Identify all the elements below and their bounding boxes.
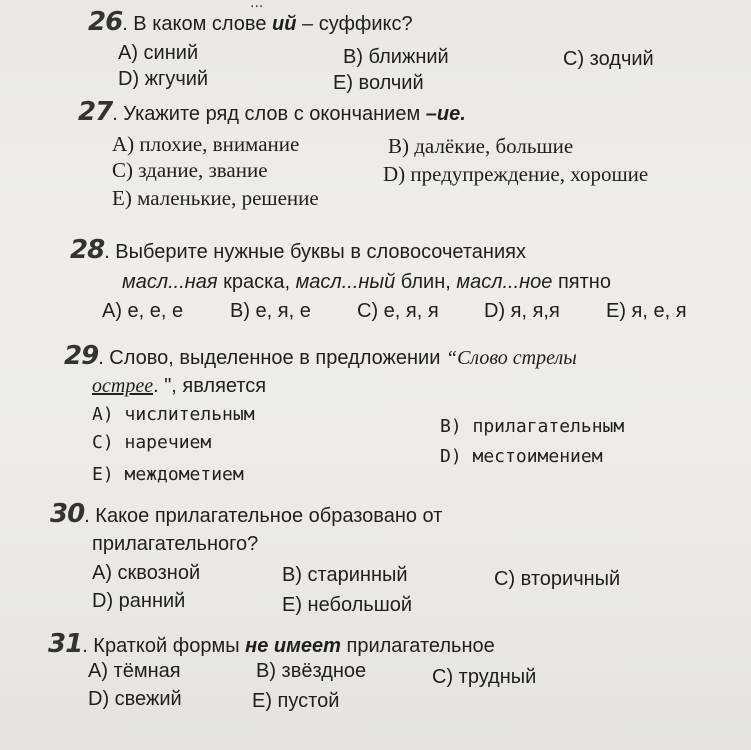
option-e: E) я, е, я [606,300,687,322]
stem-text: . Краткой формы [82,635,246,657]
stem-emphasis: не имеет [245,635,341,657]
question-29-stem [64,341,577,371]
stem-text: прилагательное [340,635,495,657]
option-d: D) жгучий [118,68,209,90]
phrase-text: блин, [395,271,457,293]
option-e: E) пустой [252,690,340,712]
stem-text: – суффикс? [296,13,413,35]
phrase-word: масл...ное [456,271,553,293]
option-b: B) старинный [282,564,408,586]
stem-text: . Выберите нужные буквы в словосочетаниях [104,241,526,263]
option-c: C) е, я, я [357,300,439,322]
question-number: 27 [78,97,113,127]
stem-emphasis: ий [272,13,297,35]
option-b: B) ближний [343,46,449,68]
option-d: D) ранний [92,590,186,612]
option-e: E) волчий [333,72,424,94]
option-a: A) сквозной [92,562,201,584]
stem-text: . ", является [153,375,267,397]
option-a: A) е, е, е [102,300,184,322]
question-26-stem [88,7,413,37]
option-c: C) трудный [432,666,537,688]
option-b: B) е, я, е [230,300,311,322]
option-a: A) синий [118,42,199,64]
option-a: A) числительным [92,404,255,425]
question-30-stem-line2: прилагательного? [92,533,259,555]
question-number: 30 [50,499,85,529]
option-b: B) звёздное [256,660,367,682]
option-c: C) вторичный [494,568,621,590]
option-c: C) зодчий [563,48,654,70]
option-a: A) плохие, внимание [112,132,300,156]
question-27-stem [78,97,466,127]
option-b: B) прилагательным [440,416,625,437]
option-a: A) тёмная [88,660,181,682]
question-number: 31 [48,629,83,659]
phrase-text: краска, [217,271,296,293]
cut-off-text: ... [250,0,264,11]
option-e: E) маленькие, решение [112,186,319,210]
stem-emphasis: –ие. [425,103,466,125]
option-d: D) свежий [88,688,182,710]
question-28-phrases [122,270,611,294]
phrase-word: масл...ный [295,271,396,293]
phrase-text: пятно [552,271,611,293]
question-30-stem [50,499,443,529]
stem-text: . Какое прилагательное образовано от [84,505,443,527]
stem-text: . Укажите ряд слов с окончанием [112,103,426,125]
question-number: 28 [70,235,105,265]
question-number: 29 [64,341,99,371]
question-31-stem [48,629,495,659]
option-c: C) наречием [92,432,212,453]
question-28-stem [70,235,526,265]
option-d: D) предупреждение, хорошие [383,162,649,186]
option-e: E) небольшой [282,594,413,616]
question-number: 26 [88,7,123,37]
option-e: E) междометием [92,464,244,485]
option-d: D) местоимением [440,446,603,467]
option-b: B) далёкие, большие [388,134,574,158]
stem-text: . В каком слове [122,13,273,35]
phrase-word: масл...ная [122,271,218,293]
question-29-stem-line2 [92,374,266,398]
stem-quote: “Слово стрелы [445,347,577,369]
option-d: D) я, я,я [484,300,560,322]
stem-text: . Слово, выделенное в предложении [98,347,446,369]
highlighted-word: острее [92,375,154,397]
option-c: C) здание, звание [112,158,268,182]
